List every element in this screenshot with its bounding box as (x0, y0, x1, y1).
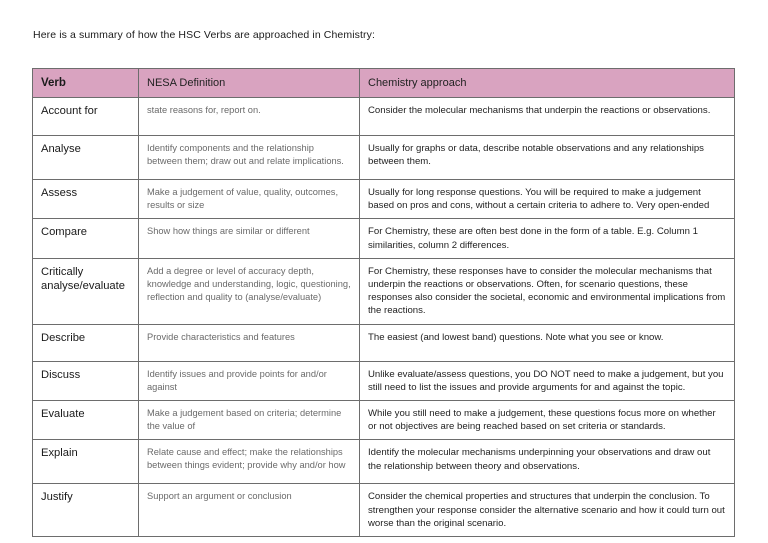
cell-verb: Explain (33, 440, 139, 484)
cell-verb: Discuss (33, 361, 139, 400)
column-header-chemistry-approach: Chemistry approach (360, 69, 735, 98)
cell-verb: Compare (33, 219, 139, 258)
cell-definition: Identify components and the relationship between them; draw out and relate implications. (139, 136, 360, 180)
cell-approach: For Chemistry, these responses have to consider the molecular mechanisms that underpin the reactions or observations. Often, for scenario questions, these responses also consider the societal, economic and environmental implications from the reactions. (360, 258, 735, 324)
cell-definition: Make a judgement of value, quality, outcomes, results or size (139, 180, 360, 219)
column-header-nesa-definition: NESA Definition (139, 69, 360, 98)
table-row (33, 440, 735, 484)
table-row (33, 98, 735, 136)
table-row (33, 180, 735, 219)
cell-approach: Usually for graphs or data, describe notable observations and any relationships between them. (360, 136, 735, 180)
cell-definition: Support an argument or conclusion (139, 484, 360, 537)
table-row (33, 401, 735, 440)
cell-verb: Account for (33, 98, 139, 136)
cell-approach: Consider the molecular mechanisms that underpin the reactions or observations. (360, 98, 735, 136)
hsc-verbs-table (32, 68, 735, 537)
cell-verb: Justify (33, 484, 139, 537)
cell-approach: While you still need to make a judgement, these questions focus more on whether or not objectives are being reached based on set criteria or standards. (360, 401, 735, 440)
table-row (33, 136, 735, 180)
cell-approach: Consider the chemical properties and structures that underpin the conclusion. To strengthen your response consider the alternative scenario and how it could turn out worse than the original scenario. (360, 484, 735, 537)
intro-paragraph: Here is a summary of how the HSC Verbs are approached in Chemistry: (33, 29, 376, 41)
table-row (33, 324, 735, 361)
table-row (33, 258, 735, 324)
table-row (33, 219, 735, 258)
cell-approach: Identify the molecular mechanisms underpinning your observations and draw out the relationship between theory and observations. (360, 440, 735, 484)
cell-approach: The easiest (and lowest band) questions. Note what you see or know. (360, 324, 735, 361)
cell-definition: state reasons for, report on. (139, 98, 360, 136)
column-header-verb: Verb (33, 69, 139, 98)
cell-definition: Identify issues and provide points for and/or against (139, 361, 360, 400)
cell-approach: For Chemistry, these are often best done in the form of a table. E.g. Column 1 similarities, column 2 differences. (360, 219, 735, 258)
table-header (33, 69, 735, 98)
cell-verb: Assess (33, 180, 139, 219)
cell-verb: Evaluate (33, 401, 139, 440)
cell-verb: Critically analyse/evaluate (33, 258, 139, 324)
cell-definition: Make a judgement based on criteria; determine the value of (139, 401, 360, 440)
cell-approach: Unlike evaluate/assess questions, you DO NOT need to make a judgement, but you still need to list the issues and provide arguments for and against the topic. (360, 361, 735, 400)
table-row (33, 484, 735, 537)
cell-verb: Describe (33, 324, 139, 361)
cell-approach: Usually for long response questions. You will be required to make a judgement based on pros and cons, without a certain criteria to adhere to. Very open-ended (360, 180, 735, 219)
cell-verb: Analyse (33, 136, 139, 180)
cell-definition: Relate cause and effect; make the relationships between things evident; provide why and/or how (139, 440, 360, 484)
cell-definition: Show how things are similar or different (139, 219, 360, 258)
table-row (33, 361, 735, 400)
table-body (33, 98, 735, 537)
cell-definition: Provide characteristics and features (139, 324, 360, 361)
table-header-row (33, 69, 735, 98)
cell-definition: Add a degree or level of accuracy depth, knowledge and understanding, logic, questioning, reflection and quality to (analyse/evaluate) (139, 258, 360, 324)
